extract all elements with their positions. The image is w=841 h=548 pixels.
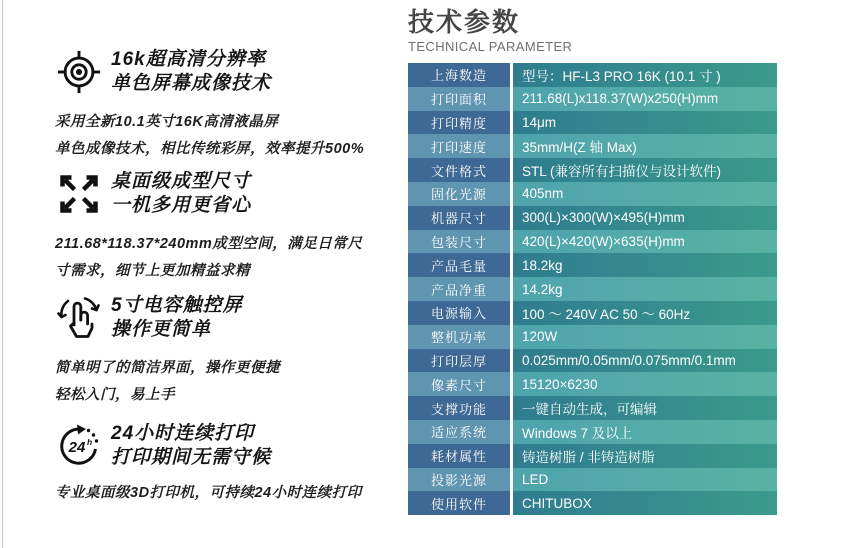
table-row	[408, 372, 777, 396]
spec-label: 固化光源	[408, 182, 510, 206]
table-row	[408, 230, 777, 254]
expand-arrows-icon	[55, 168, 103, 220]
spec-label: 适应系统	[408, 420, 510, 444]
feature-title-line: 打印期间无需守候	[111, 447, 272, 468]
spec-value: 一键自动生成，可编辑	[513, 396, 777, 420]
feature-title-line: 16k超高清分辨率	[111, 49, 266, 70]
table-row	[408, 468, 777, 492]
spec-label: 包装尺寸	[408, 230, 510, 254]
spec-value: 120W	[513, 325, 777, 349]
spec-label: 支撑功能	[408, 396, 510, 420]
feature-resolution	[55, 46, 400, 163]
spec-label: 使用软件	[408, 491, 510, 515]
table-row	[408, 444, 777, 468]
spec-value: 405nm	[513, 182, 777, 206]
table-row	[408, 134, 777, 158]
spec-label: 打印层厚	[408, 349, 510, 373]
feature-title-line: 5寸电容触控屏	[111, 295, 243, 316]
feature-touch-screen	[55, 292, 400, 409]
svg-text:h: h	[87, 437, 93, 447]
crosshair-target-icon	[55, 46, 103, 98]
table-row	[408, 349, 777, 373]
spec-value: 0.025mm/0.05mm/0.075mm/0.1mm	[513, 349, 777, 373]
spec-value: 100 ～ 240V AC 50 ～ 60Hz	[513, 301, 777, 325]
table-row	[408, 206, 777, 230]
feature-desc-line: 简单明了的简洁界面，操作更便捷	[55, 360, 280, 376]
spec-value: 18.2kg	[513, 253, 777, 277]
spec-value: 35mm/H(Z 轴 Max)	[513, 134, 777, 158]
spec-label: 上海数造	[408, 63, 510, 87]
table-row	[408, 277, 777, 301]
table-row	[408, 301, 777, 325]
table-row	[408, 182, 777, 206]
spec-label: 整机功率	[408, 325, 510, 349]
page-title: 技术参数	[408, 7, 521, 37]
spec-value: 211.68(L)x118.37(W)x250(H)mm	[513, 87, 777, 111]
spec-value: 14μm	[513, 111, 777, 135]
spec-label: 机器尺寸	[408, 206, 510, 230]
feature-title-line: 一机多用更省心	[111, 195, 252, 216]
feature-desc-line: 轻松入门，易上手	[55, 387, 175, 403]
feature-desc-line: 211.68*118.37*240mm成型空间，满足日常尺	[55, 236, 363, 252]
feature-build-size	[55, 168, 400, 285]
spec-value: CHITUBOX	[513, 491, 777, 515]
table-row	[408, 63, 777, 87]
spec-label: 产品毛量	[408, 253, 510, 277]
feature-24h-print	[55, 420, 400, 507]
feature-desc-line: 单色成像技术，相比传统彩屏，效率提升500%	[55, 141, 365, 157]
spec-value: 型号：HF-L3 PRO 16K (10.1 寸 )	[513, 63, 777, 87]
table-row	[408, 491, 777, 515]
table-row	[408, 325, 777, 349]
table-row	[408, 253, 777, 277]
24h-continuous-print-icon	[55, 420, 103, 472]
spec-label: 打印面积	[408, 87, 510, 111]
table-row	[408, 111, 777, 135]
feature-desc-line: 采用全新10.1英寸16K高清液晶屏	[55, 114, 279, 130]
spec-label: 产品净重	[408, 277, 510, 301]
page-left-border	[2, 0, 3, 548]
tech-parameter-panel	[408, 6, 778, 515]
table-row	[408, 87, 777, 111]
spec-label: 打印精度	[408, 111, 510, 135]
spec-value: Windows 7 及以上	[513, 420, 777, 444]
table-row	[408, 158, 777, 182]
table-row	[408, 396, 777, 420]
feature-title-line: 桌面级成型尺寸	[111, 171, 252, 192]
spec-value: 14.2kg	[513, 277, 777, 301]
spec-value: STL (兼容所有扫描仪与设计软件)	[513, 158, 777, 182]
spec-label: 投影光源	[408, 468, 510, 492]
spec-label: 像素尺寸	[408, 372, 510, 396]
feature-desc-line: 寸需求，细节上更加精益求精	[55, 263, 250, 279]
svg-text:24: 24	[68, 439, 86, 456]
spec-value: 420(L)×420(W)×635(H)mm	[513, 230, 777, 254]
table-row	[408, 420, 777, 444]
feature-title-line: 单色屏幕成像技术	[111, 73, 272, 94]
spec-label: 文件格式	[408, 158, 510, 182]
spec-value: 15120×6230	[513, 372, 777, 396]
spec-value: 铸造树脂 / 非铸造树脂	[513, 444, 777, 468]
spec-table	[408, 63, 777, 515]
spec-value: LED	[513, 468, 777, 492]
touch-screen-icon	[55, 292, 103, 344]
spec-label: 打印速度	[408, 134, 510, 158]
page-subtitle: TECHNICAL PARAMETER	[408, 39, 573, 54]
feature-desc-line: 专业桌面级3D打印机，可持续24小时连续打印	[55, 485, 362, 501]
feature-title-line: 24小时连续打印	[111, 423, 255, 444]
spec-label: 耗材属性	[408, 444, 510, 468]
spec-value: 300(L)×300(W)×495(H)mm	[513, 206, 777, 230]
spec-label: 电源输入	[408, 301, 510, 325]
feature-title-line: 操作更简单	[111, 319, 212, 340]
